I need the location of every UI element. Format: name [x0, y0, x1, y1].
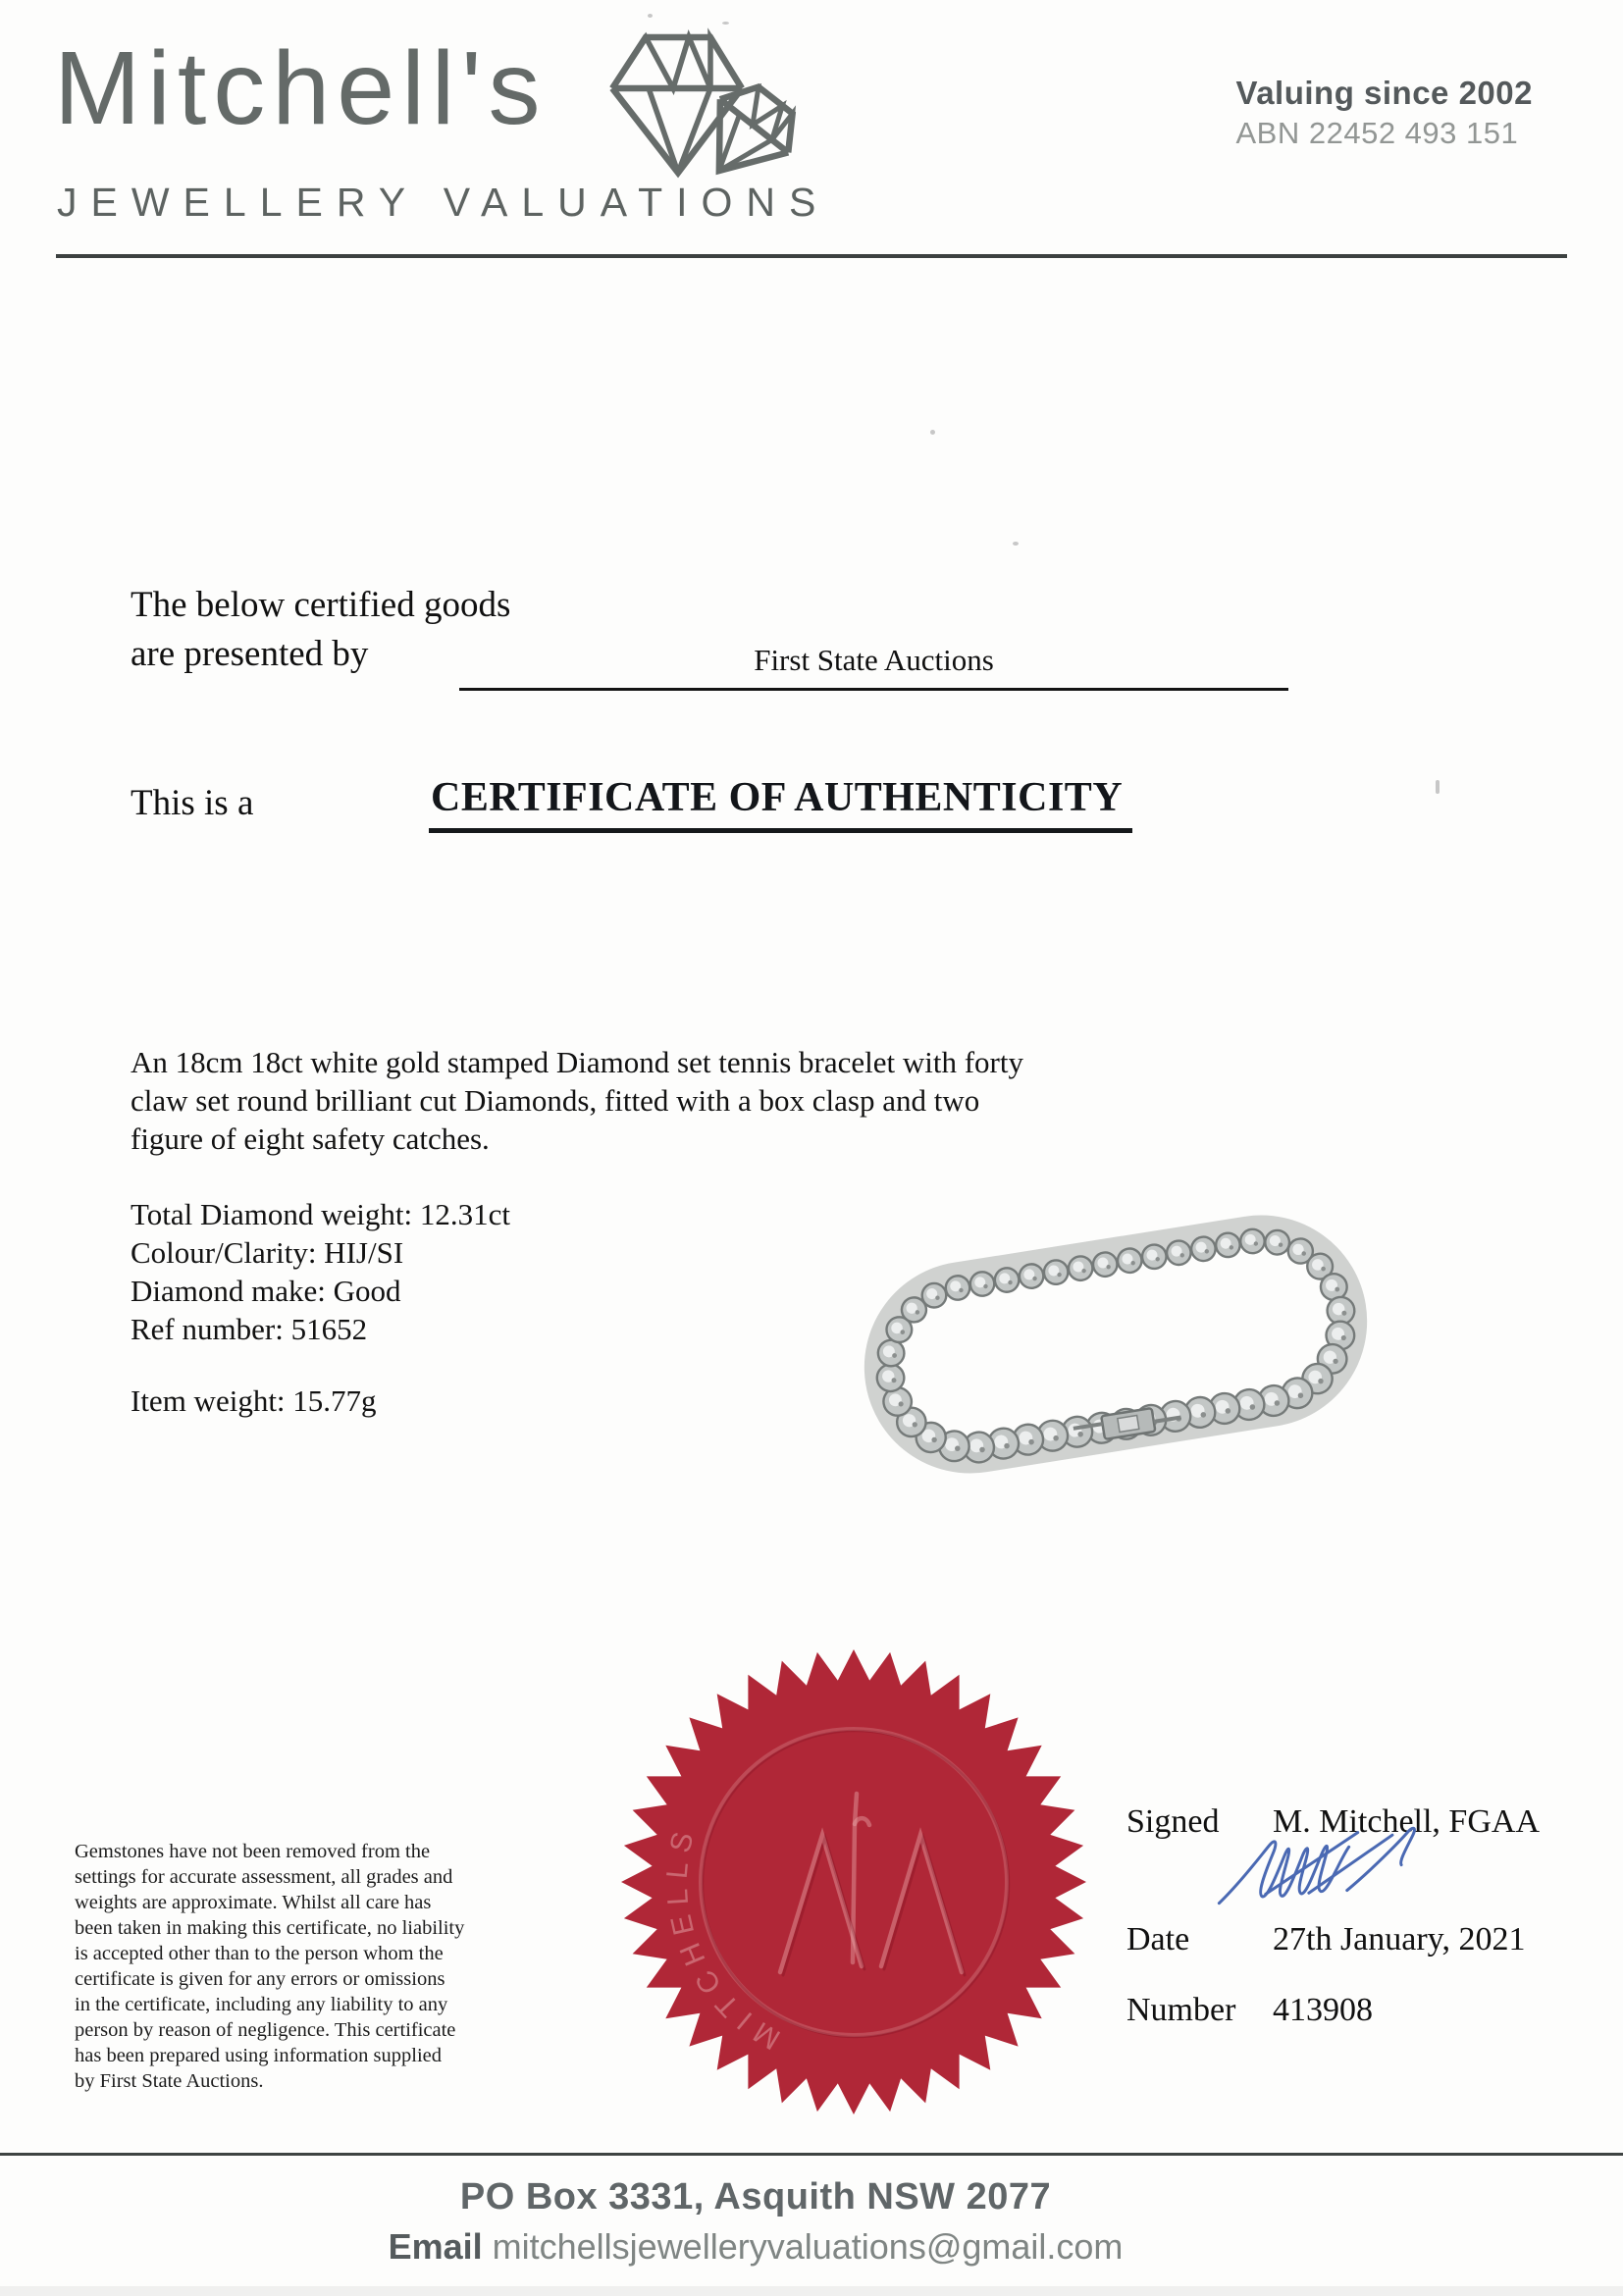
scan-artifact [648, 14, 653, 18]
item-weight: Item weight: 15.77g [131, 1383, 377, 1418]
signed-value: M. Mitchell, FGAA [1273, 1803, 1540, 1840]
double-diamond-logo-icon [595, 18, 848, 204]
scan-artifact [1013, 542, 1019, 546]
scan-artifact [930, 430, 935, 435]
scan-edge [0, 2286, 1623, 2296]
footer-email [0, 2226, 1511, 2268]
handwritten-signature [1210, 1819, 1440, 1913]
spec-colour-clarity: Colour/Clarity: HIJ/SI [131, 1235, 404, 1270]
item-description: An 18cm 18ct white gold stamped Diamond set tennis bracelet with forty claw set round brilliant cut Diamonds, fitted with a box clasp and two figure of eight safety catches. [131, 1045, 1023, 1156]
certificate-title: CERTIFICATE OF AUTHENTICITY [429, 774, 1132, 833]
spec-diamond-make: Diamond make: Good [131, 1274, 401, 1308]
brand-subtitle: JEWELLERY VALUATIONS [57, 180, 830, 225]
bracelet-photo [836, 1199, 1395, 1488]
spec-diamond-weight: Total Diamond weight: 12.31ct [131, 1197, 510, 1231]
disclaimer-text: Gemstones have not been removed from the settings for accurate assessment, all grades and weights are approximate. Whilst all care has been taken in making this certificate, no liability is accepted other than to the person whom the certificate is given for any errors or omissions in the certificate, including any liability to any person by reason of negligence. This certificate has been prepared using information supplied by First State Auctions. [75, 1841, 465, 2092]
footer-divider [0, 2153, 1623, 2156]
scan-artifact [722, 22, 729, 25]
date-value: 27th January, 2021 [1273, 1921, 1526, 1957]
signed-label: Signed [1126, 1803, 1220, 1840]
number-label: Number [1126, 1992, 1236, 2028]
date-label: Date [1126, 1921, 1190, 1957]
spec-list [131, 1195, 510, 1348]
presented-line1: The below certified goods [131, 585, 511, 625]
embossed-seal [608, 1637, 1099, 2127]
footer [0, 2176, 1511, 2268]
presenter-name-field: First State Auctions [459, 643, 1288, 691]
email-value: mitchellsjewelleryvaluations@gmail.com [492, 2226, 1124, 2267]
abn-number: ABN 22452 493 151 [1235, 116, 1519, 150]
header-divider [56, 254, 1567, 258]
footer-address: PO Box 3331, Asquith NSW 2077 [459, 2176, 1052, 2218]
presented-by-text [131, 581, 510, 679]
presented-line2: are presented by [131, 634, 369, 674]
tagline: Valuing since 2002 [1235, 75, 1533, 111]
email-label: Email [388, 2226, 483, 2267]
brand-name: Mitchell's [54, 30, 548, 146]
seal-curved-text: MITCHELLS [660, 1820, 786, 2056]
scan-artifact [1436, 780, 1440, 794]
number-value: 413908 [1273, 1992, 1373, 2028]
title-prefix: This is a [131, 783, 254, 823]
spec-ref-number: Ref number: 51652 [131, 1312, 368, 1346]
